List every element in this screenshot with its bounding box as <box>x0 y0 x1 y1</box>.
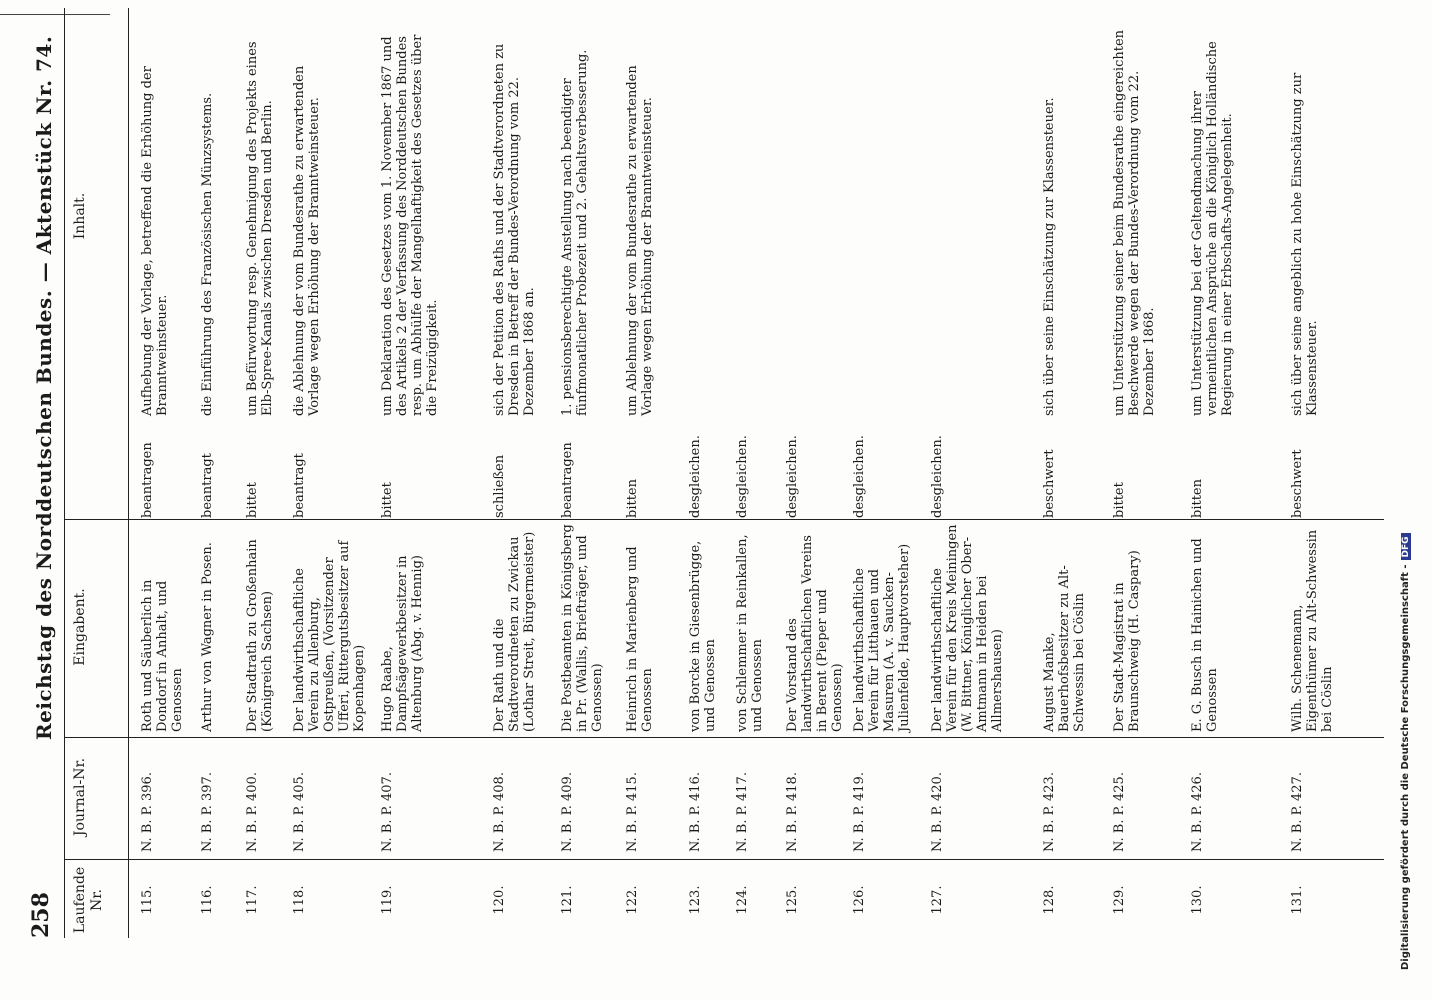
journal-number: N. B. P. 420. <box>930 772 945 852</box>
column-rule-2 <box>64 737 1384 738</box>
sender-text: Arthur von Wagner in Posen. <box>200 542 215 732</box>
column-rule-1 <box>64 859 1384 860</box>
digitization-note-text: Digitalisierung gefördert durch die Deutsche Forschungsgemeinschaft - <box>1400 564 1411 970</box>
sender-text: von Borcke in Giesenbrügge, und Genossen <box>688 540 718 732</box>
row-number: 117. <box>245 885 260 915</box>
row-number: 125. <box>785 885 800 915</box>
row-number: 128. <box>1042 885 1057 915</box>
row-number: 127. <box>930 885 945 915</box>
row-number: 120. <box>492 885 507 915</box>
sender-text: Der Vorstand des landwirthschaftlichen Vereins in Berent (Pieper und Genossen) <box>785 535 845 732</box>
request-verb: bitten <box>625 479 640 518</box>
journal-number: N. B. P. 409. <box>560 772 575 852</box>
column-header-sender: Eingabent. <box>72 588 88 666</box>
request-verb: desgleichen. <box>688 435 703 518</box>
sender-text: Heinrich in Marienberg und Genossen <box>625 546 655 732</box>
page-number: 258 <box>28 892 54 938</box>
request-verb: desgleichen. <box>852 435 867 518</box>
content-text: um Unterstützung seiner beim Bundesrathe eingereichten Beschwerde wegen der Bundes-Verordnung vom 22. Dezember 1868. <box>1112 29 1157 416</box>
sender-text: Der landwirthschaftliche Verein für Litthauen und Masuren (A. v. Saucken-Julienfelde, Hauptvorsteher) <box>852 543 912 732</box>
sender-text: Der Stadtrath zu Großenhain (Königreich Sachsen) <box>245 539 275 732</box>
journal-number: N. B. P. 415. <box>625 772 640 852</box>
row-number: 129. <box>1112 885 1127 915</box>
row-number: 131. <box>1290 885 1305 915</box>
sender-text: Roth und Säuberlich in Dondorf in Anhalt, und Genossen <box>140 579 185 732</box>
header-rule-bottom <box>128 8 129 938</box>
content-text: sich über seine Einschätzung zur Klassensteuer. <box>1042 97 1057 416</box>
journal-number: N. B. P. 397. <box>200 772 215 852</box>
journal-number: N. B. P. 427. <box>1290 772 1305 852</box>
request-verb: bittet <box>1112 482 1127 518</box>
sender-text: E. G. Busch in Hainichen und Genossen <box>1190 538 1220 732</box>
row-number: 119. <box>380 885 395 915</box>
dfg-logo: DFG <box>1401 533 1411 560</box>
journal-number: N. B. P. 396. <box>140 772 155 852</box>
sender-text: Der Rath und die Stadtverordneten zu Zwickau (Lothar Streit, Bürgermeister) <box>492 531 537 732</box>
sender-text: von Schlemmer in Reinkallen, und Genossen <box>735 534 765 732</box>
sender-text: August Manke, Bauerhofsbesitzer zu Alt-Schwessin bei Cöslin <box>1042 565 1087 732</box>
request-verb: beantragen <box>560 442 575 518</box>
request-verb: desgleichen. <box>930 435 945 518</box>
journal-number: N. B. P. 407. <box>380 772 395 852</box>
content-text: die Einführung des Französischen Münzsystems. <box>200 92 215 416</box>
journal-number: N. B. P. 417. <box>735 772 750 852</box>
row-number: 121. <box>560 885 575 915</box>
content-text: um Ablehnung der vom Bundesrathe zu erwartenden Vorlage wegen Erhöhung der Branntweinsteuer. <box>625 65 655 416</box>
content-text: die Ablehnung der vom Bundesrathe zu erwartenden Vorlage wegen Erhöhung der Branntweinsteuer. <box>292 65 322 416</box>
request-verb: bittet <box>380 482 395 518</box>
journal-number: N. B. P. 400. <box>245 772 260 852</box>
journal-number: N. B. P. 416. <box>688 772 703 852</box>
sender-text: Der Stadt-Magistrat in Braunschweig (H. Caspary) <box>1112 550 1142 732</box>
request-verb: beantragt <box>292 453 307 518</box>
content-text: um Deklaration des Gesetzes vom 1. November 1867 und des Artikels 2 der Verfassung des Norddeutschen Bundes resp. um Abhülfe der Mangelhaftigkeit des Gesetzes über die Freizügigkeit. <box>380 34 440 416</box>
request-verb: beschwert <box>1042 449 1057 518</box>
content-text: um Unterstützung bei der Geltendmachung ihrer vermeintlichen Ansprüche an die Königlich Holländische Regierung in einer Erbschafts-Angelegenheit. <box>1190 41 1235 416</box>
sender-text: Der landwirthschaftliche Verein zu Allenburg, Ostpreußen, (Vorsitzender Ufferi, Rittergutsbesitzer auf Kopenhagen) <box>292 540 367 732</box>
journal-number: N. B. P. 418. <box>785 772 800 852</box>
row-number: 123. <box>688 885 703 915</box>
request-verb: desgleichen. <box>785 435 800 518</box>
sender-text: Die Postbeamten in Königsberg in Pr. (Wallis, Briefträger, und Genossen) <box>560 524 605 732</box>
column-header-nr: Laufende Nr. <box>72 866 105 934</box>
column-header-journal: Journal-Nr. <box>72 757 88 837</box>
journal-number: N. B. P. 425. <box>1112 772 1127 852</box>
request-verb: bittet <box>245 482 260 518</box>
journal-number: N. B. P. 408. <box>492 772 507 852</box>
request-verb: schließen <box>492 454 507 518</box>
row-number: 118. <box>292 885 307 915</box>
content-text: 1. pensionsberechtigte Anstellung nach beendigter fünfmonatlicher Probezeit und 2. Gehaltsverbesserung. <box>560 49 590 416</box>
content-text: um Befürwortung resp. Genehmigung des Projekts eines Elb-Spree-Kanals zwischen Dresden und Berlin. <box>245 41 275 416</box>
request-verb: beschwert <box>1290 449 1305 518</box>
row-number: 115. <box>140 885 155 915</box>
request-verb: bitten <box>1190 479 1205 518</box>
journal-number: N. B. P. 426. <box>1190 772 1205 852</box>
sender-text: Hugo Raabe, Dampfsägewerkbesitzer in Altenburg (Abg. v. Hennig) <box>380 555 425 732</box>
running-title: Reichstag des Norddeutschen Bundes. — Aktenstück Nr. 74. <box>32 35 56 740</box>
sender-text: Der landwirthschaftliche Verein für den Kreis Meiningen (W. Bittner, Königlicher Ober-Amtmann in Heiden bei Allmershausen) <box>930 524 1005 732</box>
row-number: 130. <box>1190 885 1205 915</box>
row-number: 122. <box>625 885 640 915</box>
digitization-sidebar <box>1400 10 1428 970</box>
sender-text: Wilh. Schenemann, Eigenthümer zu Alt-Schwessin bei Cöslin <box>1290 529 1335 732</box>
row-number: 116. <box>200 885 215 915</box>
journal-number: N. B. P. 419. <box>852 772 867 852</box>
digitization-note <box>1400 10 1411 970</box>
row-number: 126. <box>852 885 867 915</box>
row-number: 124. <box>735 885 750 915</box>
journal-number: N. B. P. 423. <box>1042 772 1057 852</box>
column-header-content: Inhalt. <box>72 192 88 240</box>
request-verb: beantragen <box>140 442 155 518</box>
request-verb: beantragt <box>200 453 215 518</box>
journal-number: N. B. P. 405. <box>292 772 307 852</box>
request-verb: desgleichen. <box>735 435 750 518</box>
content-text: sich der Petition des Raths und der Stadtverordneten zu Dresden in Betreff der Bundes-Verordnung vom 22. Dezember 1868 an. <box>492 43 537 416</box>
header-rule-top <box>64 8 65 938</box>
content-text: Aufhebung der Vorlage, betreffend die Erhöhung der Branntweinsteuer. <box>140 66 170 416</box>
column-rule-3 <box>64 519 1384 520</box>
content-text: sich über seine angeblich zu hohe Einschätzung zur Klassensteuer. <box>1290 72 1320 416</box>
